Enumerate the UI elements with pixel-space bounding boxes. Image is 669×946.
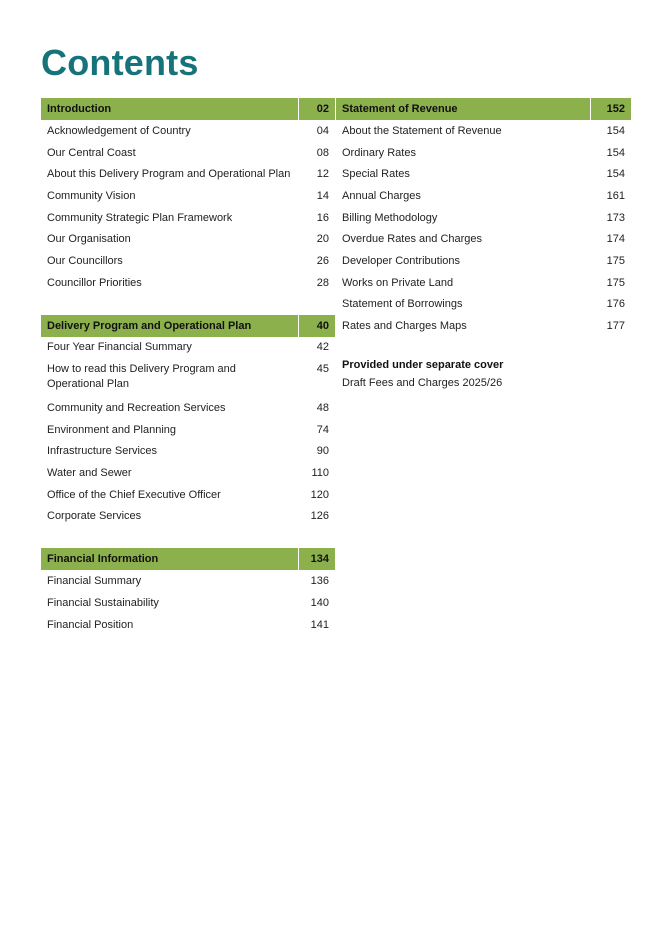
toc-entry[interactable] — [41, 272, 335, 294]
section-title: Statement of Revenue — [336, 98, 591, 120]
toc-entry[interactable] — [41, 337, 335, 359]
toc-entry-label: Community and Recreation Services — [47, 402, 226, 415]
toc-entry-label: About this Delivery Program and Operational Plan — [47, 168, 291, 181]
toc-entry-page: 173 — [606, 211, 625, 224]
toc-entry-page: 110 — [311, 467, 329, 480]
toc-entry-label: About the Statement of Revenue — [342, 124, 502, 137]
toc-entry[interactable] — [41, 358, 335, 397]
toc-entry-page: 12 — [316, 168, 329, 181]
toc-entry[interactable] — [41, 185, 335, 207]
toc-entry-label: Financial Sustainability — [47, 596, 159, 609]
toc-entry-label: Works on Private Land — [342, 276, 454, 289]
toc-entry-label: Infrastructure Services — [47, 445, 158, 458]
toc-entry-label: Billing Methodology — [342, 211, 438, 224]
toc-entry-page: 48 — [316, 402, 329, 415]
toc-entry[interactable] — [336, 294, 631, 316]
section-title: Delivery Program and Operational Plan — [41, 315, 299, 337]
separate-cover-block — [336, 356, 631, 392]
toc-entry-page: 74 — [316, 423, 329, 436]
toc-entry-label: Environment and Planning — [47, 423, 177, 436]
toc-entry-page: 120 — [310, 488, 329, 501]
toc-entry[interactable] — [41, 506, 335, 528]
toc-entry-label: Rates and Charges Maps — [342, 320, 467, 333]
section-title: Financial Information — [41, 548, 299, 570]
toc-entry[interactable] — [336, 228, 631, 250]
section-header-delivery-program[interactable] — [41, 315, 335, 337]
toc-entry[interactable] — [41, 120, 335, 142]
toc-entry-label: Corporate Services — [47, 510, 142, 523]
toc-entry[interactable] — [41, 441, 335, 463]
toc-entry-label: Water and Sewer — [47, 467, 132, 480]
toc-entry-page: 154 — [606, 124, 625, 137]
toc-entry-label: Special Rates — [342, 168, 410, 181]
toc-entry-label: Financial Summary — [47, 575, 142, 588]
toc-entry-label: Community Vision — [47, 189, 136, 202]
toc-entry[interactable] — [336, 250, 631, 272]
toc-entry-label: Annual Charges — [342, 189, 421, 202]
toc-entry[interactable] — [336, 315, 631, 337]
section-spacer — [41, 527, 335, 548]
toc-entry[interactable] — [336, 207, 631, 229]
section-page-number: 134 — [310, 553, 329, 566]
toc-entry-page: 126 — [310, 510, 329, 523]
toc-entry-label: Our Councillors — [47, 254, 123, 267]
section-header-financial-information[interactable] — [41, 548, 335, 570]
toc-entry[interactable] — [336, 163, 631, 185]
section-page-number: 02 — [316, 103, 329, 115]
toc-entry-page: 174 — [606, 233, 625, 246]
toc-entry-label: Statement of Borrowings — [342, 298, 463, 311]
toc-entry-page: 45 — [316, 363, 329, 376]
toc-entry-page: 04 — [316, 124, 329, 137]
toc-entry[interactable] — [336, 120, 631, 142]
toc-entry-label: Financial Position — [47, 618, 134, 631]
section-spacer — [41, 294, 335, 315]
toc-entry-label: Our Organisation — [47, 233, 131, 246]
toc-entry-page: 16 — [316, 211, 329, 224]
toc-entry-page: 26 — [316, 254, 329, 267]
toc-entry-label: How to read this Delivery Program and Operational Plan — [47, 363, 236, 391]
toc-entry[interactable] — [41, 207, 335, 229]
toc-entry[interactable] — [41, 142, 335, 164]
toc-entry[interactable] — [41, 462, 335, 484]
contents-left-column — [41, 98, 335, 635]
section-header-statement-of-revenue[interactable] — [336, 98, 631, 120]
toc-entry-page: 141 — [310, 618, 329, 631]
toc-entry-page: 176 — [606, 298, 625, 311]
toc-entry[interactable] — [41, 163, 335, 185]
section-header-introduction[interactable] — [41, 98, 335, 120]
toc-entry[interactable] — [41, 250, 335, 272]
section-page-number: 40 — [316, 319, 329, 332]
page-title: Contents — [41, 42, 199, 83]
separate-cover-heading: Provided under separate cover — [342, 358, 504, 371]
toc-entry-label: Our Central Coast — [47, 146, 136, 159]
toc-entry-page: 90 — [316, 445, 329, 458]
toc-entry[interactable] — [41, 397, 335, 419]
toc-entry-label: Councillor Priorities — [47, 276, 142, 289]
toc-entry[interactable] — [41, 592, 335, 614]
toc-entry-page: 175 — [606, 276, 625, 289]
toc-entry[interactable] — [336, 142, 631, 164]
toc-entry-label: Office of the Chief Executive Officer — [47, 488, 221, 501]
toc-entry[interactable] — [41, 570, 335, 592]
toc-entry-page: 154 — [606, 168, 625, 181]
separate-cover-item[interactable]: Draft Fees and Charges 2025/26 — [342, 376, 503, 389]
toc-entry-page: 136 — [310, 575, 329, 588]
toc-entry-page: 20 — [316, 233, 329, 246]
toc-entry[interactable] — [41, 614, 335, 636]
toc-entry-page: 14 — [316, 189, 329, 202]
toc-entry[interactable] — [336, 272, 631, 294]
toc-entry-label: Overdue Rates and Charges — [342, 233, 483, 246]
toc-entry-label: Ordinary Rates — [342, 146, 416, 159]
section-title: Introduction — [41, 98, 299, 120]
toc-entry-page: 154 — [606, 146, 625, 159]
toc-entry[interactable] — [41, 419, 335, 441]
toc-entry-label: Acknowledgement of Country — [47, 124, 191, 137]
section-page-number: 152 — [606, 103, 625, 115]
toc-entry[interactable] — [41, 484, 335, 506]
toc-entry-page: 28 — [316, 276, 329, 289]
contents-right-column — [336, 98, 631, 392]
toc-entry-label: Developer Contributions — [342, 254, 461, 267]
toc-entry-page: 140 — [310, 596, 329, 609]
toc-entry-page: 177 — [606, 320, 625, 333]
toc-entry-page: 42 — [316, 341, 329, 354]
toc-entry-page: 161 — [606, 189, 625, 202]
toc-entry[interactable] — [41, 228, 335, 250]
toc-entry-label: Four Year Financial Summary — [47, 341, 192, 354]
toc-entry-page: 08 — [316, 146, 329, 159]
toc-entry[interactable] — [336, 185, 631, 207]
toc-entry-page: 175 — [606, 254, 625, 267]
toc-entry-label: Community Strategic Plan Framework — [47, 211, 233, 224]
